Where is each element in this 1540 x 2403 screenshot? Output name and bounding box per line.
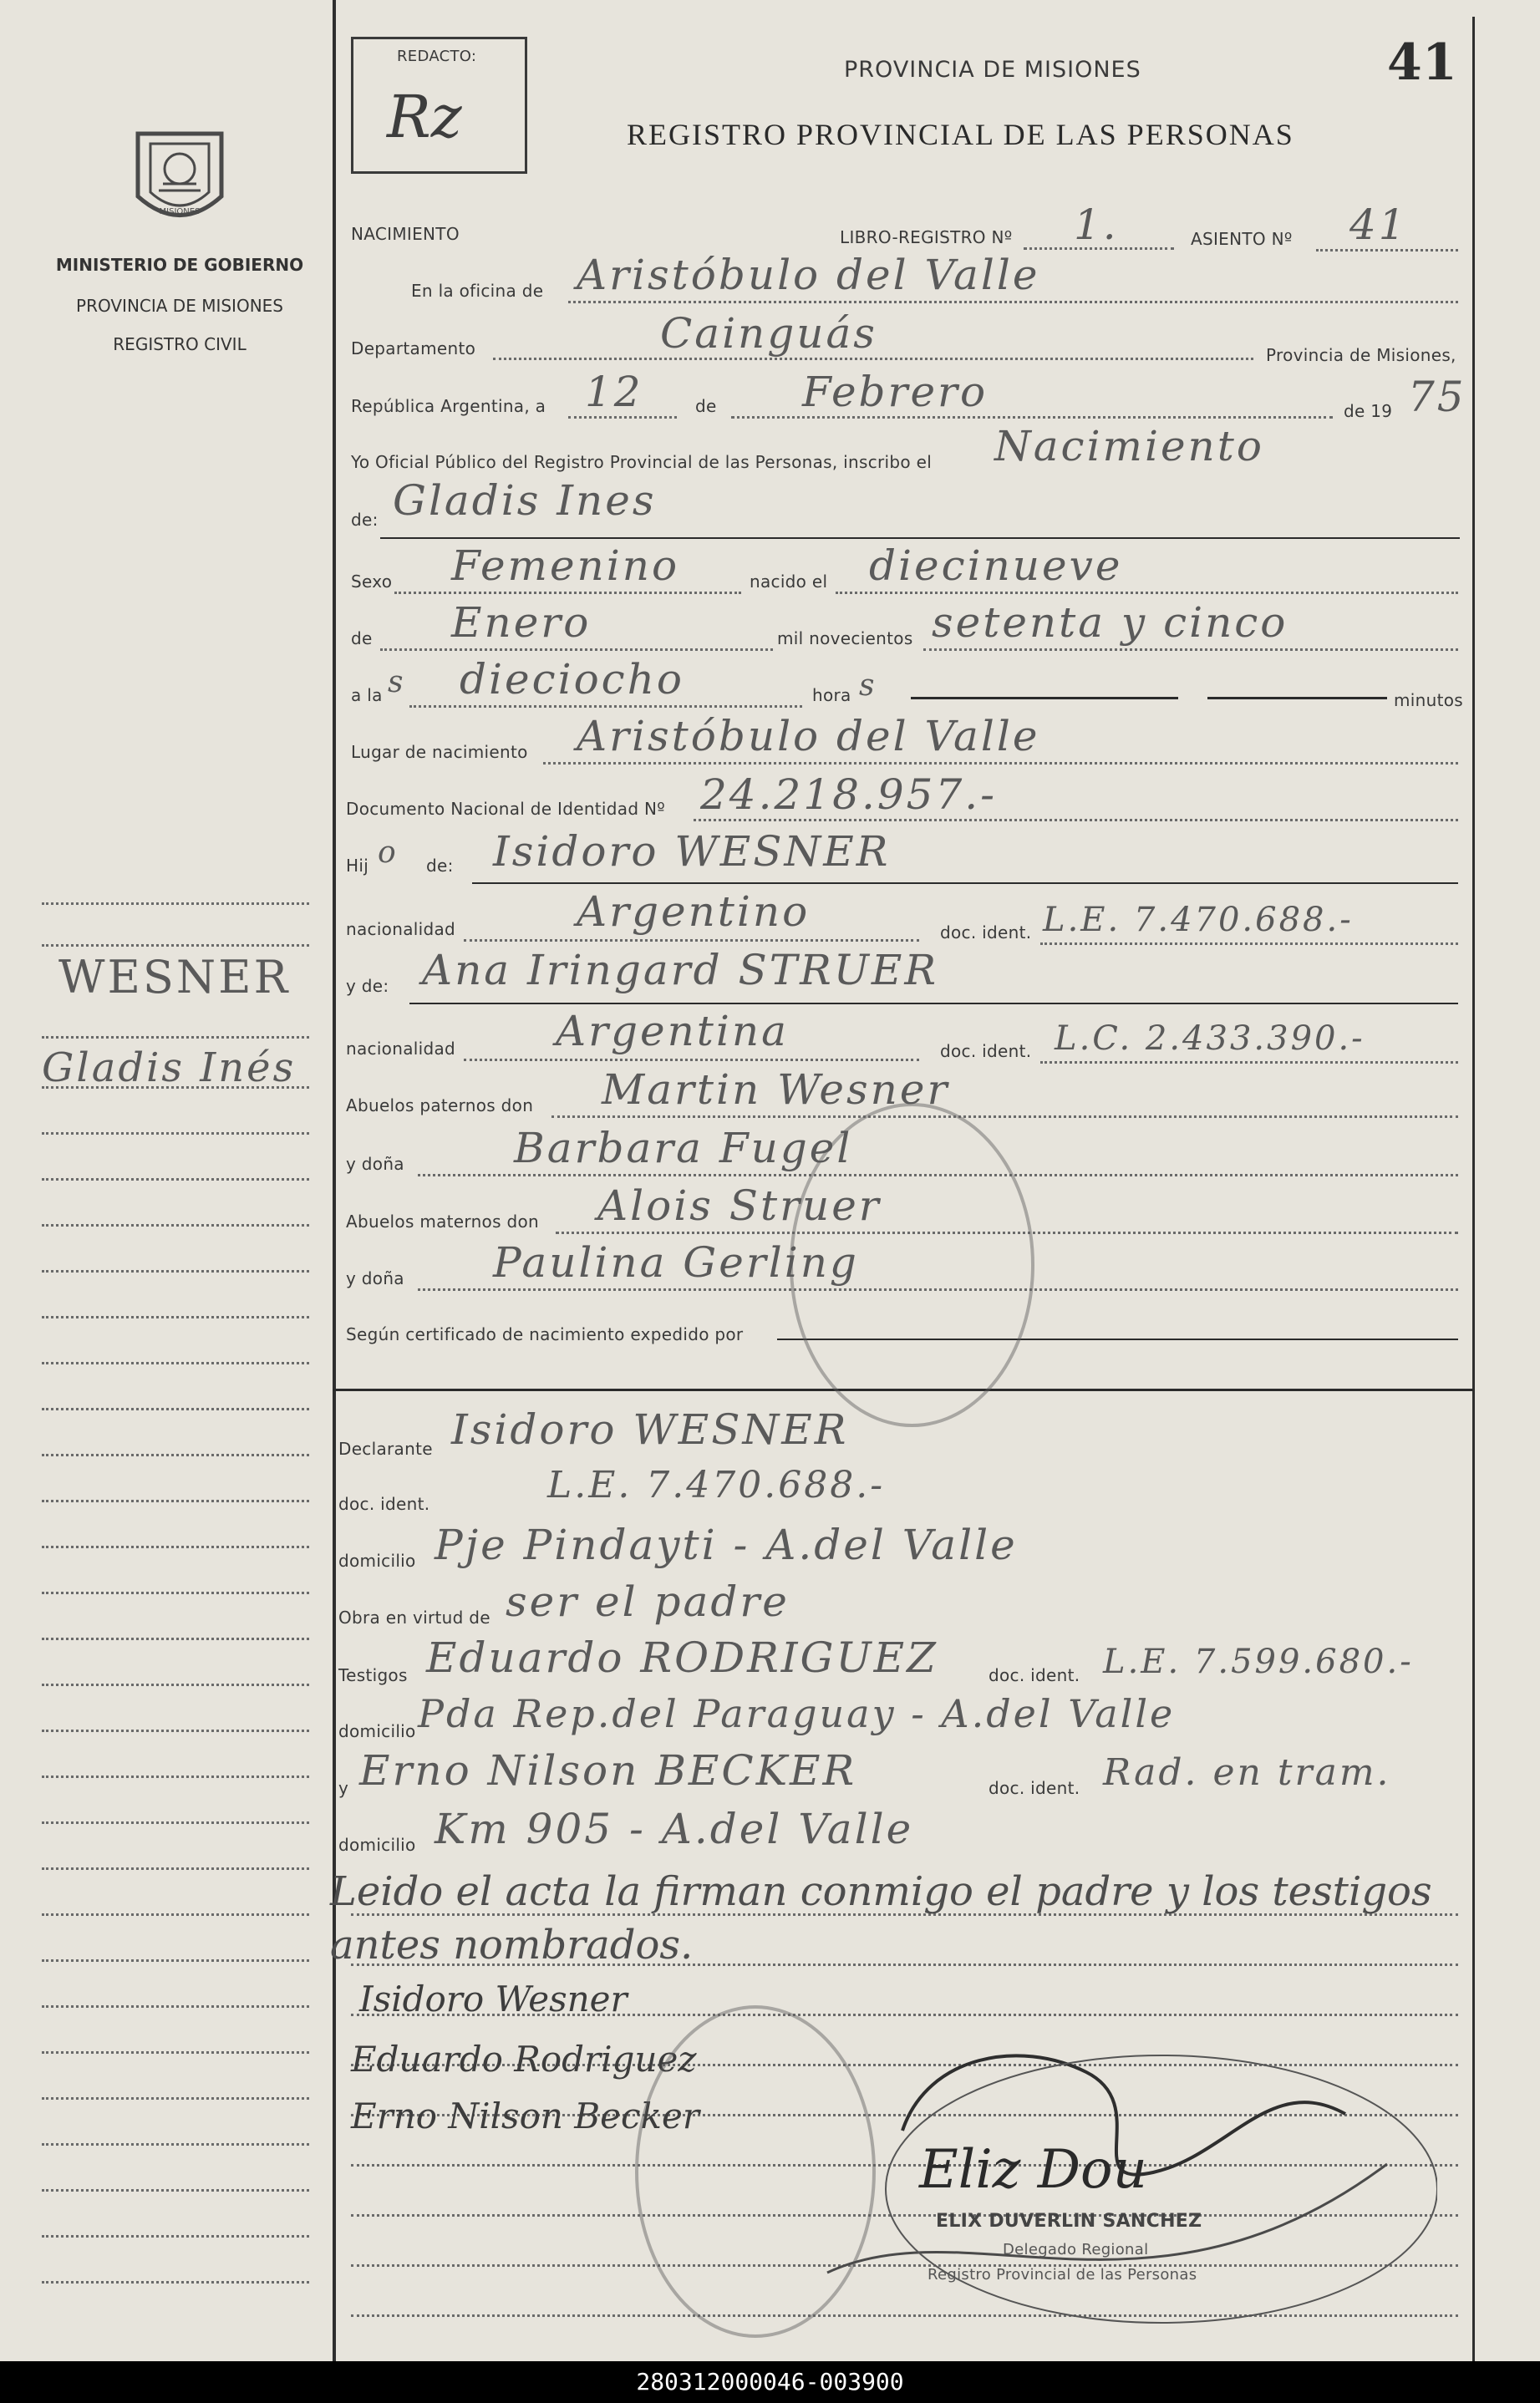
- hora-s: s: [859, 668, 877, 703]
- day-value: 12: [585, 368, 643, 416]
- redacto-signature: Rz: [387, 83, 462, 151]
- right-border: [1472, 17, 1475, 2361]
- departamento-value: Cainguás: [660, 309, 877, 358]
- crest-label: MISIONES: [159, 207, 201, 216]
- abuelo-paterno-value: Martin Wesner: [602, 1065, 950, 1114]
- signature-witness-2: Erno Nilson Becker: [351, 2096, 699, 2136]
- oficina-value: Aristóbulo del Valle: [577, 251, 1040, 299]
- label-de: de: [695, 396, 717, 416]
- abuela-materna-value: Paulina Gerling: [493, 1238, 859, 1287]
- obra-value: ser el padre: [506, 1577, 790, 1626]
- label-de-nombre: de:: [351, 510, 379, 530]
- madre-doc-value: L.C. 2.433.390.-: [1055, 1019, 1365, 1058]
- madre-value: Ana Iringard STRUER: [422, 946, 939, 994]
- label-hora: hora: [812, 685, 851, 705]
- closing-line-1: Leido el acta la firman conmigo el padre y los testigos: [330, 1868, 1432, 1915]
- label-mil: mil novecientos: [777, 628, 913, 648]
- label-sexo: Sexo: [351, 572, 393, 592]
- acto-value: Nacimiento: [994, 422, 1264, 470]
- declarante-doc-value: L.E. 7.470.688.-: [547, 1464, 886, 1506]
- testigo1-value: Eduardo RODRIGUEZ: [426, 1633, 938, 1682]
- label-asiento: ASIENTO Nº: [1191, 229, 1293, 249]
- label-minutos: minutos: [1394, 690, 1463, 710]
- label-doc-madre: doc. ident.: [940, 1041, 1032, 1061]
- sidebar-province: PROVINCIA DE MISIONES: [76, 296, 283, 316]
- sexo-value: Femenino: [451, 541, 680, 590]
- official-role: Delegado Regional: [1003, 2241, 1149, 2258]
- declarante-dom-value: Pje Pindayti - A.del Valle: [435, 1521, 1018, 1569]
- label-y-de: y de:: [346, 976, 389, 996]
- label-de-mes: de: [351, 628, 373, 648]
- abuela-paterna-value: Barbara Fugel: [514, 1124, 853, 1172]
- testigo1-doc-value: L.E. 7.599.680.-: [1103, 1643, 1414, 1681]
- official-registry: Registro Provincial de las Personas: [928, 2266, 1197, 2284]
- madre-nac-value: Argentina: [556, 1007, 789, 1055]
- nacido-mes-value: Enero: [451, 598, 592, 647]
- label-nacionalidad-madre: nacionalidad: [346, 1039, 456, 1059]
- official-signature: Eliz Dou: [919, 2139, 1147, 2201]
- ministry-name: MINISTERIO DE GOBIERNO: [55, 255, 304, 275]
- label-documento: Documento Nacional de Identidad Nº: [346, 799, 665, 819]
- label-domicilio-testigo1: domicilio: [338, 1721, 416, 1741]
- label-nacionalidad-padre: nacionalidad: [346, 919, 456, 939]
- label-y-dona-paterna: y doña: [346, 1154, 404, 1174]
- padre-nac-value: Argentino: [577, 887, 811, 936]
- redacto-box: [351, 37, 527, 174]
- testigo2-value: Erno Nilson BECKER: [359, 1746, 857, 1795]
- nacido-dia-value: diecinueve: [869, 541, 1123, 590]
- a-las-s: s: [388, 665, 406, 699]
- label-de-19: de 19: [1344, 401, 1393, 421]
- hij-o: o: [378, 836, 399, 870]
- label-testigo2-doc: doc. ident.: [989, 1778, 1080, 1798]
- margin-surname: WESNER: [58, 951, 291, 1003]
- testigo2-doc-value: Rad. en tram.: [1103, 1751, 1391, 1794]
- nacido-anio-value: setenta y cinco: [932, 598, 1288, 647]
- padre-value: Isidoro WESNER: [493, 827, 891, 876]
- nombre-value: Gladis Ines: [393, 476, 657, 525]
- label-testigos: Testigos: [338, 1665, 408, 1685]
- hora-value: dieciocho: [460, 655, 684, 704]
- header-province: PROVINCIA DE MISIONES: [844, 57, 1141, 83]
- signature-father: Isidoro Wesner: [359, 1979, 628, 2019]
- label-de-padre: de:: [426, 856, 454, 876]
- testigo2-dom-value: Km 905 - A.del Valle: [435, 1805, 914, 1853]
- label-segun: Según certificado de nacimiento expedido por: [346, 1324, 744, 1344]
- official-name: ELIX DUVERLIN SANCHEZ: [936, 2211, 1202, 2232]
- label-departamento: Departamento: [351, 338, 476, 358]
- padre-doc-value: L.E. 7.470.688.-: [1043, 901, 1354, 939]
- label-lugar: Lugar de nacimiento: [351, 742, 528, 762]
- label-declarante-doc: doc. ident.: [338, 1494, 430, 1514]
- registry-title: REGISTRO PROVINCIAL DE LAS PERSONAS: [627, 118, 1294, 151]
- label-a-la: a la: [351, 685, 383, 705]
- label-nacido: nacido el: [750, 572, 828, 592]
- label-provincia-misiones: Provincia de Misiones,: [1266, 345, 1456, 365]
- month-value: Febrero: [802, 368, 989, 416]
- label-domicilio-testigo2: domicilio: [338, 1835, 416, 1855]
- label-y-dona-materna: y doña: [346, 1268, 404, 1288]
- signature-witness-1: Eduardo Rodriguez: [351, 2039, 697, 2080]
- libro-value: 1.: [1074, 201, 1119, 249]
- label-republica: República Argentina, a: [351, 396, 546, 416]
- abuelo-materno-value: Alois Struer: [597, 1181, 882, 1230]
- lugar-value: Aristóbulo del Valle: [577, 712, 1040, 760]
- page-number: 41: [1387, 33, 1458, 92]
- label-hij: Hij: [346, 856, 369, 876]
- testigo1-dom-value: Pda Rep.del Paraguay - A.del Valle: [418, 1691, 1176, 1736]
- declarante-value: Isidoro WESNER: [451, 1405, 849, 1454]
- label-abuelos-maternos: Abuelos maternos don: [346, 1212, 539, 1232]
- margin-names: Gladis Inés: [42, 1044, 297, 1091]
- sidebar-registry: REGISTRO CIVIL: [113, 334, 247, 354]
- official-seal-stamp: [790, 1103, 1034, 1427]
- dni-value: 24.218.957.-: [700, 770, 998, 819]
- label-y-testigo2: y: [338, 1778, 349, 1798]
- closing-line-2: antes nombrados.: [330, 1922, 694, 1969]
- label-obra: Obra en virtud de: [338, 1608, 490, 1628]
- redacto-label: REDACTO:: [397, 48, 477, 65]
- label-libro: LIBRO-REGISTRO Nº: [840, 227, 1013, 247]
- label-oficina: En la oficina de: [411, 281, 544, 301]
- label-oficial: Yo Oficial Público del Registro Provincial de las Personas, inscribo el: [351, 452, 933, 472]
- label-declarante: Declarante: [338, 1439, 433, 1459]
- asiento-value: 41: [1349, 201, 1408, 249]
- year-value: 75: [1408, 373, 1466, 421]
- label-domicilio-declarante: domicilio: [338, 1551, 416, 1571]
- archive-id-footer: 280312000046-003900: [0, 2361, 1540, 2403]
- label-doc-padre: doc. ident.: [940, 922, 1032, 942]
- label-testigo1-doc: doc. ident.: [989, 1665, 1080, 1685]
- label-nacimiento: NACIMIENTO: [351, 224, 460, 244]
- label-abuelos-paternos: Abuelos paternos don: [346, 1095, 534, 1115]
- provincial-crest-logo: [121, 117, 238, 234]
